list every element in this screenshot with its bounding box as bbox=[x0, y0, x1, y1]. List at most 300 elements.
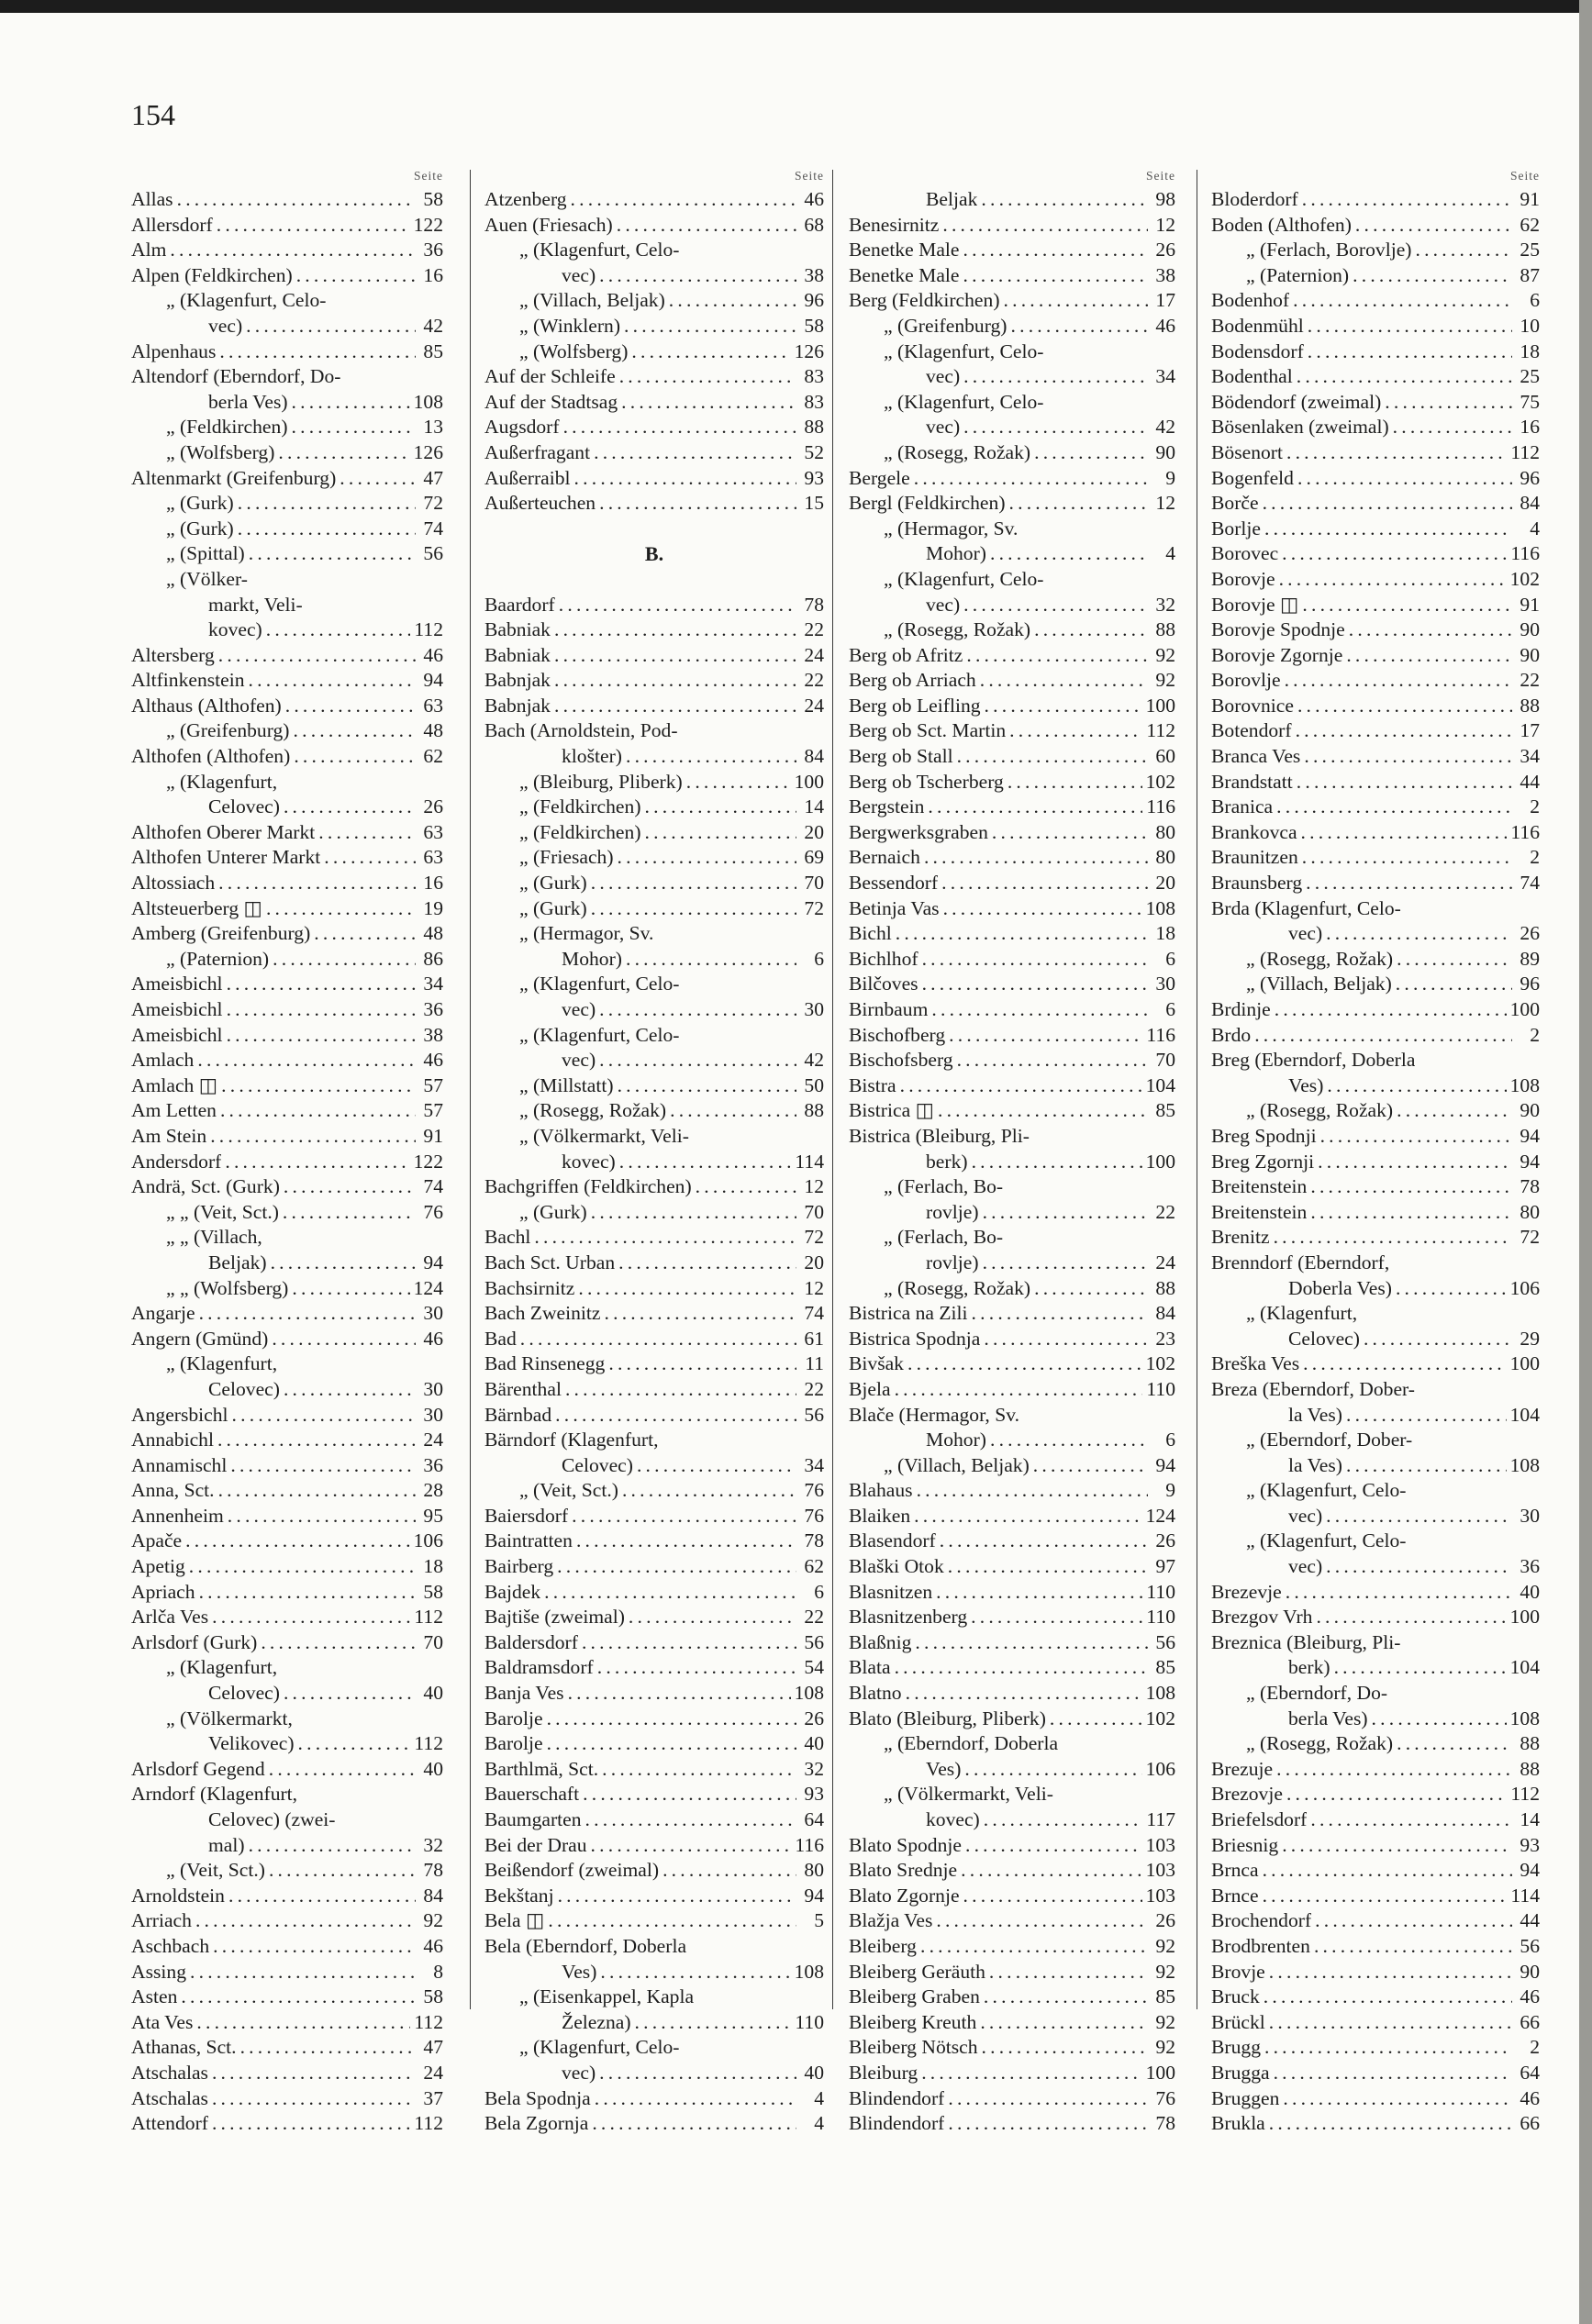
entry-page: 122 bbox=[413, 1150, 443, 1173]
entry-name: „ (Rosegg, Rožak) bbox=[884, 440, 1031, 463]
entry-page: 78 bbox=[1520, 1175, 1540, 1198]
entry-name: Betinja Vas bbox=[849, 896, 940, 919]
leader-dots bbox=[1263, 1858, 1512, 1884]
entry-name: Bleiberg bbox=[849, 1934, 917, 1957]
leader-dots bbox=[548, 1908, 796, 1934]
leader-dots bbox=[928, 795, 1142, 820]
entry-name: Arlsdorf (Gurk) bbox=[131, 1630, 258, 1653]
entry-page: 48 bbox=[423, 719, 443, 742]
entry-page: 102 bbox=[1145, 1352, 1175, 1375]
leader-dots bbox=[963, 238, 1148, 263]
index-entry bbox=[131, 314, 443, 339]
entry-page: 47 bbox=[423, 2036, 443, 2059]
index-entry bbox=[131, 795, 443, 820]
entry-name: Brda (Klagenfurt, Celo- bbox=[1211, 896, 1401, 919]
entry-page: 44 bbox=[1520, 1909, 1540, 1932]
entry-page: 74 bbox=[1520, 872, 1540, 895]
index-entry bbox=[849, 288, 1175, 314]
index-entry bbox=[484, 921, 824, 947]
leader-dots bbox=[212, 1605, 410, 1630]
index-entry bbox=[484, 1023, 824, 1049]
leader-dots bbox=[197, 1048, 416, 1073]
leader-dots bbox=[1050, 1707, 1142, 1732]
index-entry bbox=[1211, 1529, 1540, 1554]
column-header: Seite bbox=[1510, 169, 1540, 183]
index-entry bbox=[131, 668, 443, 694]
leader-dots bbox=[547, 1731, 796, 1757]
entry-page: 98 bbox=[1155, 188, 1175, 210]
leader-dots bbox=[964, 1757, 1141, 1783]
entry-page: 40 bbox=[1520, 1580, 1540, 1603]
entry-name: Breza (Eberndorf, Dober- bbox=[1211, 1377, 1415, 1400]
entry-name: Berg ob Afritz bbox=[849, 643, 963, 666]
entry-name: Bad Rinsenegg bbox=[484, 1352, 606, 1375]
index-entry bbox=[1211, 1681, 1540, 1707]
entry-name: Annamischl bbox=[131, 1453, 228, 1476]
index-entry bbox=[484, 1048, 824, 1073]
index-entry bbox=[849, 2086, 1175, 2112]
leader-dots bbox=[983, 1251, 1148, 1276]
entry-page: 104 bbox=[1509, 1656, 1540, 1679]
index-entry bbox=[1211, 364, 1540, 390]
leader-dots bbox=[1397, 1731, 1512, 1757]
entry-page: 54 bbox=[804, 1656, 824, 1679]
leader-dots bbox=[284, 1681, 416, 1707]
entry-name: Briesnig bbox=[1211, 1833, 1279, 1856]
leader-dots bbox=[271, 1251, 416, 1276]
entry-name: Beljak) bbox=[208, 1251, 267, 1273]
leader-dots bbox=[921, 2061, 1141, 2086]
index-entry bbox=[484, 1351, 824, 1377]
leader-dots bbox=[554, 694, 796, 719]
entry-page: 96 bbox=[1520, 973, 1540, 995]
entry-page: 6 bbox=[1165, 1429, 1175, 1451]
index-entry bbox=[849, 1478, 1175, 1504]
index-entry bbox=[1211, 1251, 1540, 1276]
entry-page: 11 bbox=[805, 1352, 824, 1375]
entry-page: 112 bbox=[1510, 440, 1540, 463]
entry-name: Bergele bbox=[849, 466, 910, 489]
leader-dots bbox=[1326, 1554, 1512, 1580]
index-column-2 bbox=[484, 165, 824, 2137]
leader-dots bbox=[1034, 617, 1148, 643]
leader-dots bbox=[1009, 718, 1142, 744]
entry-page: 22 bbox=[804, 669, 824, 692]
entry-page: 18 bbox=[423, 1555, 443, 1578]
leader-dots bbox=[1282, 1833, 1512, 1859]
entry-name: Am Stein bbox=[131, 1124, 207, 1147]
index-entry bbox=[1211, 466, 1540, 492]
index-entry bbox=[484, 1073, 824, 1099]
entry-name: la Ves) bbox=[1288, 1403, 1342, 1426]
index-entry bbox=[484, 1251, 824, 1276]
entry-name: Atschalas bbox=[131, 2061, 208, 2084]
leader-dots bbox=[554, 617, 796, 643]
index-entry bbox=[484, 820, 824, 846]
index-entry bbox=[131, 491, 443, 517]
entry-name: Borovje Spodnje bbox=[1211, 618, 1345, 641]
entry-page: 90 bbox=[1520, 1960, 1540, 1983]
leader-dots bbox=[249, 668, 416, 694]
entry-name: Brnce bbox=[1211, 1884, 1259, 1907]
entry-name: Blata bbox=[849, 1656, 891, 1679]
index-entry bbox=[849, 1251, 1175, 1276]
index-entry bbox=[484, 1428, 824, 1453]
leader-dots bbox=[942, 213, 1148, 239]
entry-page: 16 bbox=[423, 263, 443, 286]
leader-dots bbox=[966, 643, 1148, 669]
entry-page: 108 bbox=[413, 390, 443, 413]
leader-dots bbox=[895, 1377, 1143, 1403]
entry-name: Braunitzen bbox=[1211, 846, 1298, 869]
entry-page: 6 bbox=[814, 1580, 824, 1603]
entry-name: vec) bbox=[1288, 922, 1323, 945]
index-entry bbox=[849, 1276, 1175, 1302]
entry-name: Brezuje bbox=[1211, 1757, 1274, 1780]
entry-name: Athanas, Sct. bbox=[131, 2036, 237, 2059]
entry-name: Allersdorf bbox=[131, 213, 213, 236]
entry-name: Auf der Schleife bbox=[484, 365, 616, 388]
entry-name: Briefelsdorf bbox=[1211, 1808, 1308, 1830]
index-entry bbox=[131, 1098, 443, 1124]
index-entry bbox=[1211, 1023, 1540, 1049]
entry-name: Baintratten bbox=[484, 1529, 573, 1552]
index-entry bbox=[1211, 1833, 1540, 1859]
entry-name: Ata Ves bbox=[131, 2010, 194, 2033]
index-column-3 bbox=[849, 165, 1175, 2137]
index-entry bbox=[484, 466, 824, 492]
entry-name: Benetke Male bbox=[849, 239, 960, 261]
entry-name: Auen (Friesach) bbox=[484, 213, 613, 236]
entry-page: 18 bbox=[1520, 339, 1540, 362]
leader-dots bbox=[228, 1504, 416, 1529]
leader-dots bbox=[696, 1174, 796, 1200]
entry-name: Breg Spodnji bbox=[1211, 1124, 1317, 1147]
entry-page: 70 bbox=[423, 1630, 443, 1653]
entry-page: 40 bbox=[423, 1757, 443, 1780]
index-entry bbox=[849, 1960, 1175, 1985]
entry-name: Assing bbox=[131, 1960, 186, 1983]
index-entry bbox=[1211, 1403, 1540, 1429]
index-entry bbox=[1211, 263, 1540, 289]
index-entry bbox=[484, 770, 824, 795]
entry-page: 47 bbox=[423, 466, 443, 489]
entry-page: 46 bbox=[423, 1327, 443, 1350]
leader-dots bbox=[1276, 1757, 1512, 1783]
index-entry bbox=[131, 390, 443, 416]
entry-page: 76 bbox=[423, 1200, 443, 1223]
entry-page: 70 bbox=[1155, 1049, 1175, 1072]
entry-page: 66 bbox=[1520, 2112, 1540, 2135]
entry-page: 116 bbox=[1146, 1023, 1175, 1046]
entry-page: 48 bbox=[423, 922, 443, 945]
leader-dots bbox=[218, 871, 416, 896]
entry-page: 2 bbox=[1530, 846, 1540, 869]
entry-page: 66 bbox=[1520, 2010, 1540, 2033]
entry-page: 24 bbox=[1155, 1251, 1175, 1273]
entry-name: „ (Villach, Beljak) bbox=[884, 1453, 1030, 1476]
leader-dots bbox=[1286, 1580, 1512, 1606]
leader-dots bbox=[230, 1453, 416, 1479]
entry-name: kovec) bbox=[208, 618, 262, 641]
entry-name: „ (Gurk) bbox=[519, 872, 587, 895]
index-entry bbox=[849, 263, 1175, 289]
index-entry bbox=[484, 1782, 824, 1807]
index-entry bbox=[484, 339, 824, 365]
entry-name: Blahaus bbox=[849, 1479, 913, 1502]
index-entry bbox=[131, 1276, 443, 1302]
entry-name: Borlje bbox=[1211, 517, 1261, 539]
entry-name: Mohor) bbox=[926, 542, 986, 565]
index-entry bbox=[484, 643, 824, 669]
entry-name: Birnbaum bbox=[849, 998, 929, 1020]
index-entry bbox=[131, 972, 443, 997]
index-entry bbox=[484, 2111, 824, 2137]
entry-page: 106 bbox=[1509, 1276, 1540, 1299]
entry-name: berla Ves) bbox=[1288, 1707, 1368, 1729]
entry-name: Blaßnig bbox=[849, 1630, 912, 1653]
entry-page: 16 bbox=[1520, 416, 1540, 439]
entry-name: Bachl bbox=[484, 1226, 531, 1249]
entry-page: 24 bbox=[423, 2061, 443, 2084]
leader-dots bbox=[1353, 263, 1512, 289]
entry-page: 126 bbox=[413, 440, 443, 463]
index-entry bbox=[1211, 1858, 1540, 1884]
entry-name: Bajtiše (zweimal) bbox=[484, 1606, 625, 1629]
index-entry bbox=[131, 1630, 443, 1656]
leader-dots bbox=[963, 593, 1148, 618]
index-entry bbox=[849, 1428, 1175, 1453]
entry-page: 61 bbox=[804, 1327, 824, 1350]
entry-name: Celovec) bbox=[208, 1377, 280, 1400]
index-entry bbox=[484, 1200, 824, 1226]
index-entry bbox=[131, 2061, 443, 2086]
entry-page: 10 bbox=[1520, 314, 1540, 337]
entry-name: „ (Klagenfurt, Celo- bbox=[884, 339, 1044, 362]
entry-name: Botendorf bbox=[1211, 719, 1292, 742]
index-entry bbox=[131, 845, 443, 871]
entry-page: 104 bbox=[1509, 1403, 1540, 1426]
index-entry bbox=[1211, 1605, 1540, 1630]
index-entry bbox=[131, 238, 443, 263]
entry-name: Blaiken bbox=[849, 1504, 911, 1527]
index-entry bbox=[484, 1225, 824, 1251]
leader-dots bbox=[984, 1985, 1148, 2010]
leader-dots bbox=[213, 1934, 416, 1960]
entry-page: 100 bbox=[1145, 694, 1175, 717]
entry-name: „ (Klagenfurt, Celo- bbox=[884, 390, 1044, 413]
entry-name: „ (Veit, Sct.) bbox=[166, 1859, 265, 1882]
entry-name: Bergwerksgraben bbox=[849, 820, 988, 843]
entry-name: Ves) bbox=[1288, 1073, 1324, 1096]
index-entry bbox=[849, 1403, 1175, 1429]
index-entry bbox=[849, 1630, 1175, 1656]
entry-name: Bischofberg bbox=[849, 1023, 946, 1046]
entry-name: Berg (Feldkirchen) bbox=[849, 289, 1000, 312]
index-entry bbox=[1211, 390, 1540, 416]
leader-dots bbox=[982, 2035, 1148, 2061]
entry-page: 26 bbox=[1155, 1529, 1175, 1552]
entry-name: Bilčoves bbox=[849, 973, 918, 995]
index-entry bbox=[131, 1833, 443, 1859]
entry-name: „ (Klagenfurt, bbox=[1246, 1302, 1358, 1325]
leader-dots bbox=[922, 947, 1148, 973]
leader-dots bbox=[285, 694, 416, 719]
leader-dots bbox=[1334, 1655, 1507, 1681]
index-entry bbox=[1211, 1630, 1540, 1656]
leader-dots bbox=[896, 921, 1148, 947]
leader-dots bbox=[948, 2111, 1148, 2137]
entry-page: 80 bbox=[1155, 820, 1175, 843]
entry-page: 29 bbox=[1520, 1327, 1540, 1350]
leader-dots bbox=[583, 1782, 796, 1807]
leader-dots bbox=[626, 947, 796, 973]
entry-name: markt, Veli- bbox=[208, 593, 303, 616]
entry-name: Bleiberg Kreuth bbox=[849, 2010, 977, 2033]
entry-page: 100 bbox=[1145, 2061, 1175, 2084]
leader-dots bbox=[544, 1580, 796, 1606]
leader-dots bbox=[181, 1985, 416, 2010]
entry-name: Ameisbichl bbox=[131, 998, 223, 1020]
leader-dots bbox=[585, 1807, 796, 1833]
leader-dots bbox=[940, 1529, 1148, 1554]
entry-page: 108 bbox=[794, 1960, 824, 1983]
index-entry bbox=[484, 1377, 824, 1403]
leader-dots bbox=[249, 1833, 416, 1859]
entry-page: 84 bbox=[804, 745, 824, 768]
leader-dots bbox=[1297, 694, 1512, 719]
entry-name: Branica bbox=[1211, 795, 1274, 818]
entry-name: Blato Zgornje bbox=[849, 1884, 960, 1907]
entry-page: 30 bbox=[423, 1377, 443, 1400]
entry-page: 103 bbox=[1145, 1833, 1175, 1856]
index-entry bbox=[1211, 2086, 1540, 2112]
entry-page: 72 bbox=[1520, 1226, 1540, 1249]
index-entry bbox=[849, 1124, 1175, 1150]
leader-dots bbox=[957, 744, 1148, 770]
leader-dots bbox=[266, 617, 411, 643]
entry-name: Blasnitzen bbox=[849, 1580, 933, 1603]
entry-page: 58 bbox=[423, 188, 443, 210]
leader-dots bbox=[1302, 845, 1512, 871]
index-entry bbox=[484, 491, 824, 517]
entry-name: Ves) bbox=[562, 1960, 597, 1983]
leader-dots bbox=[220, 1098, 416, 1124]
entry-name: Bjela bbox=[849, 1377, 891, 1400]
entry-page: 22 bbox=[804, 1377, 824, 1400]
leader-dots bbox=[1310, 1174, 1512, 1200]
index-entry bbox=[484, 288, 824, 314]
index-entry bbox=[1211, 1200, 1540, 1226]
entry-page: 72 bbox=[423, 492, 443, 515]
entry-name: „ (Rosegg, Rožak) bbox=[884, 618, 1031, 641]
entry-page: 80 bbox=[1155, 846, 1175, 869]
leader-dots bbox=[602, 1757, 796, 1783]
index-entry bbox=[1211, 2111, 1540, 2137]
entry-name: Bistrica (Bleiburg, Pli- bbox=[849, 1124, 1030, 1147]
entry-page: 30 bbox=[804, 998, 824, 1020]
entry-name: Barolje bbox=[484, 1707, 543, 1729]
leader-dots bbox=[948, 1554, 1148, 1580]
index-entry bbox=[484, 1908, 824, 1934]
entry-page: 116 bbox=[1510, 820, 1540, 843]
entry-name: vec) bbox=[926, 416, 961, 439]
leader-dots bbox=[1269, 2010, 1512, 2036]
entry-page: 46 bbox=[423, 1049, 443, 1072]
entry-page: 46 bbox=[804, 188, 824, 210]
leader-dots bbox=[618, 845, 796, 871]
leader-dots bbox=[340, 466, 416, 492]
index-entry bbox=[484, 2086, 824, 2112]
leader-dots bbox=[1297, 770, 1512, 795]
leader-dots bbox=[1283, 2086, 1512, 2112]
entry-name: „ (Gurk) bbox=[519, 1200, 587, 1223]
entry-page: 13 bbox=[423, 416, 443, 439]
entry-name: „ (Völker- bbox=[166, 567, 248, 590]
index-column-4 bbox=[1211, 165, 1540, 2137]
entry-name: Brenitz bbox=[1211, 1226, 1270, 1249]
leader-dots bbox=[629, 1605, 796, 1630]
leader-dots bbox=[199, 1301, 416, 1327]
index-entry bbox=[1211, 1377, 1540, 1403]
leader-dots bbox=[992, 820, 1148, 846]
entry-page: 25 bbox=[1520, 239, 1540, 261]
leader-dots bbox=[922, 972, 1148, 997]
entry-name: „ (Eberndorf, Dober- bbox=[1246, 1429, 1413, 1451]
page-number: 154 bbox=[131, 98, 175, 131]
entry-page: 96 bbox=[804, 289, 824, 312]
leader-dots bbox=[1008, 770, 1142, 795]
index-entry bbox=[484, 238, 824, 263]
entry-page: 108 bbox=[1145, 896, 1175, 919]
entry-name: Bekštanj bbox=[484, 1884, 554, 1907]
index-entry bbox=[849, 1934, 1175, 1960]
entry-name: Alm bbox=[131, 239, 167, 261]
entry-name: Brugg bbox=[1211, 2036, 1261, 2059]
leader-dots bbox=[217, 213, 410, 239]
entry-name: „ (Klagenfurt, Celo- bbox=[884, 567, 1044, 590]
leader-dots bbox=[559, 593, 796, 618]
leader-dots bbox=[269, 1858, 416, 1884]
entry-name: „ (Wolfsberg) bbox=[166, 440, 275, 463]
entry-name: la Ves) bbox=[1288, 1453, 1342, 1476]
index-entry bbox=[1211, 415, 1540, 440]
leader-dots bbox=[555, 1403, 796, 1429]
index-entry bbox=[131, 1504, 443, 1529]
index-entry bbox=[849, 1807, 1175, 1833]
entry-page: 5 bbox=[814, 1909, 824, 1932]
index-entry bbox=[849, 567, 1175, 593]
leader-dots bbox=[558, 1884, 796, 1909]
leader-dots bbox=[1274, 1225, 1512, 1251]
entry-page: 90 bbox=[1520, 643, 1540, 666]
index-entry bbox=[1211, 617, 1540, 643]
entry-page: 76 bbox=[1155, 2086, 1175, 2109]
index-entry bbox=[849, 1453, 1175, 1479]
leader-dots bbox=[990, 1428, 1148, 1453]
index-entry bbox=[131, 567, 443, 593]
index-entry bbox=[131, 517, 443, 542]
leader-dots bbox=[1264, 1985, 1512, 2010]
entry-name: Außerraibl bbox=[484, 466, 571, 489]
leader-dots bbox=[284, 795, 416, 820]
leader-dots bbox=[568, 1681, 791, 1707]
index-entry bbox=[1211, 845, 1540, 871]
leader-dots bbox=[1263, 491, 1512, 517]
entry-name: Brückl bbox=[1211, 2010, 1265, 2033]
index-entry bbox=[484, 1150, 824, 1175]
leader-dots bbox=[1397, 1098, 1512, 1124]
